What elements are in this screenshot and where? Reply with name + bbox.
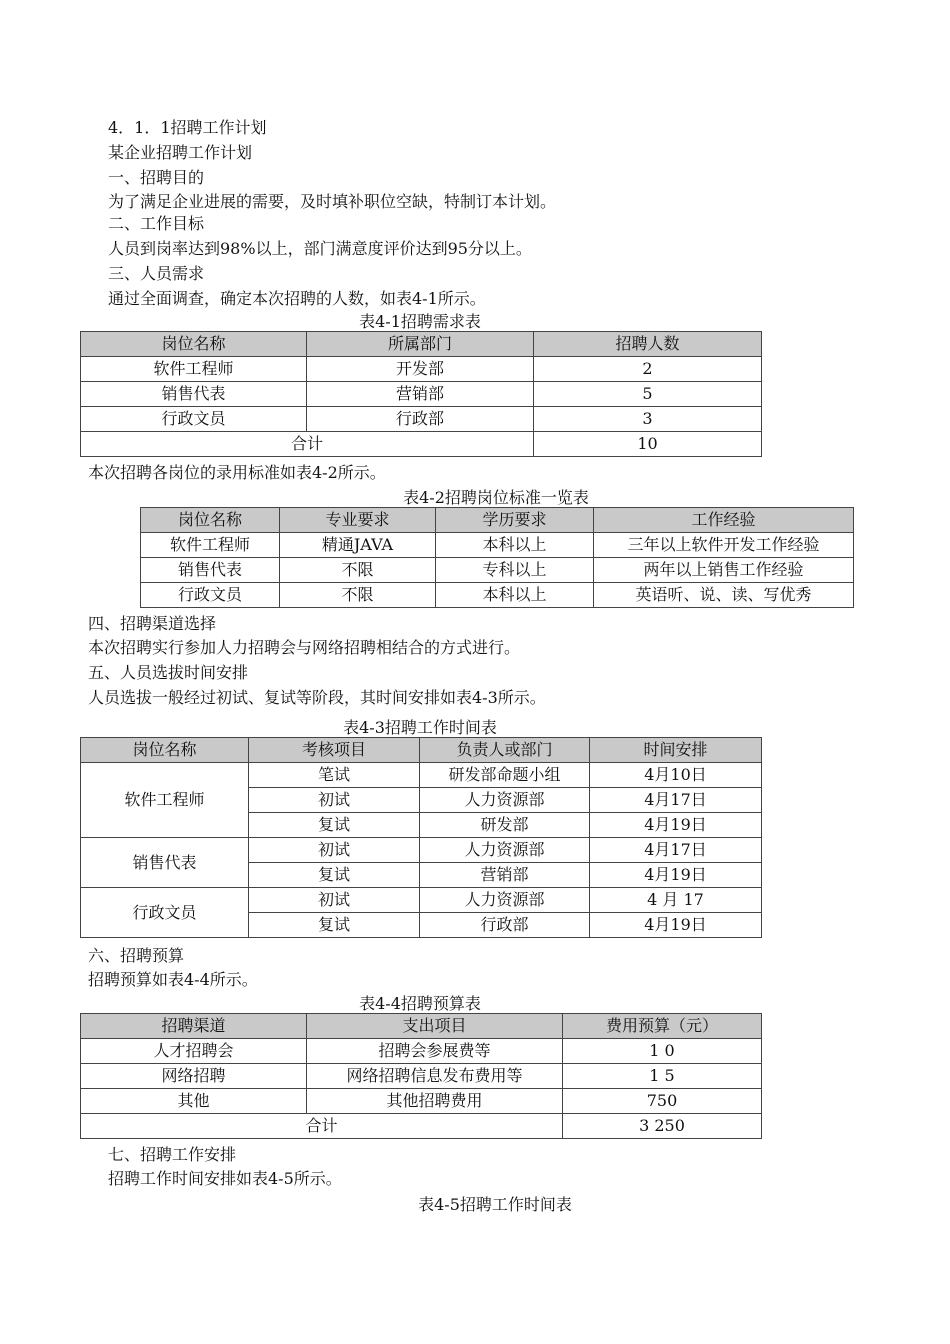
table-4-2-intro: 本次招聘各岗位的录用标准如表4-2所示。 — [88, 463, 386, 482]
table-cell: 网络招聘信息发布费用等 — [307, 1064, 563, 1089]
section-6-title: 六、招聘预算 — [88, 946, 185, 965]
table-cell: 精通JAVA — [280, 533, 436, 558]
table-header-cell: 支出项目 — [307, 1014, 563, 1039]
table-cell: 营销部 — [307, 382, 534, 407]
table-group-cell: 行政文员 — [81, 888, 249, 938]
table-cell: 行政文员 — [81, 407, 307, 432]
table-cell: 本科以上 — [436, 583, 594, 608]
table-cell: 行政文员 — [141, 583, 280, 608]
table-4-1 — [80, 331, 762, 457]
table-cell: 4 月 17 — [590, 888, 762, 913]
table-cell: 不限 — [280, 558, 436, 583]
table-4-4-caption: 表4-4招聘预算表 — [359, 994, 481, 1013]
table-header-cell: 学历要求 — [436, 508, 594, 533]
section-3-body: 通过全面调查，确定本次招聘的人数，如表4-1所示。 — [108, 289, 486, 308]
table-cell: 2 — [534, 357, 762, 382]
table-total-label: 合计 — [81, 1114, 563, 1139]
table-row — [81, 407, 762, 432]
section-7-title: 七、招聘工作安排 — [108, 1145, 237, 1164]
section-1-body: 为了满足企业进展的需要，及时填补职位空缺，特制订本计划。 — [108, 192, 557, 211]
table-cell: 复试 — [249, 913, 420, 938]
table-cell: 人力资源部 — [420, 788, 590, 813]
table-total-value: 3 250 — [563, 1114, 762, 1139]
table-cell: 人力资源部 — [420, 838, 590, 863]
table-cell: 4月17日 — [590, 788, 762, 813]
table-4-1-caption: 表4-1招聘需求表 — [359, 312, 481, 331]
table-cell: 行政部 — [307, 407, 534, 432]
table-header-cell: 岗位名称 — [141, 508, 280, 533]
section-1-title: 一、招聘目的 — [108, 168, 205, 187]
table-cell: 笔试 — [249, 763, 420, 788]
table-cell: 3 — [534, 407, 762, 432]
table-cell: 1 5 — [563, 1064, 762, 1089]
table-cell: 研发部 — [420, 813, 590, 838]
table-cell: 初试 — [249, 888, 420, 913]
table-header-cell: 岗位名称 — [81, 332, 307, 357]
table-cell: 招聘会参展费等 — [307, 1039, 563, 1064]
table-cell: 英语听、说、读、写优秀 — [594, 583, 854, 608]
table-cell: 4月19日 — [590, 913, 762, 938]
section-5-body: 人员选拔一般经过初试、复试等阶段，其时间安排如表4-3所示。 — [88, 688, 546, 707]
table-cell: 研发部命题小组 — [420, 763, 590, 788]
table-4-3-caption: 表4-3招聘工作时间表 — [343, 718, 497, 737]
table-4-5-caption: 表4-5招聘工作时间表 — [418, 1195, 572, 1214]
table-cell: 开发部 — [307, 357, 534, 382]
table-header-cell: 招聘人数 — [534, 332, 762, 357]
table-row — [141, 533, 854, 558]
table-cell: 营销部 — [420, 863, 590, 888]
table-total-row — [81, 1114, 762, 1139]
table-header-cell: 招聘渠道 — [81, 1014, 307, 1039]
table-row — [141, 583, 854, 608]
section-6-body: 招聘预算如表4-4所示。 — [88, 970, 258, 989]
table-cell: 网络招聘 — [81, 1064, 307, 1089]
table-cell: 复试 — [249, 863, 420, 888]
table-cell: 三年以上软件开发工作经验 — [594, 533, 854, 558]
table-cell: 销售代表 — [81, 382, 307, 407]
table-cell: 5 — [534, 382, 762, 407]
table-row — [81, 888, 762, 913]
table-header-cell: 岗位名称 — [81, 738, 249, 763]
table-cell: 4月19日 — [590, 813, 762, 838]
table-cell: 人力资源部 — [420, 888, 590, 913]
table-total-row — [81, 432, 762, 457]
section-4-title: 四、招聘渠道选择 — [88, 614, 217, 633]
table-4-4 — [80, 1013, 762, 1139]
table-cell: 不限 — [280, 583, 436, 608]
table-group-cell: 软件工程师 — [81, 763, 249, 838]
table-total-value: 10 — [534, 432, 762, 457]
table-row — [81, 1089, 762, 1114]
table-cell: 初试 — [249, 838, 420, 863]
table-4-2 — [140, 507, 854, 608]
table-cell: 4月10日 — [590, 763, 762, 788]
table-4-3 — [80, 737, 762, 938]
section-7-body: 招聘工作时间安排如表4-5所示。 — [108, 1169, 342, 1188]
section-heading: 4．1．1招聘工作计划 — [108, 118, 267, 137]
table-cell: 两年以上销售工作经验 — [594, 558, 854, 583]
table-cell: 其他招聘费用 — [307, 1089, 563, 1114]
table-cell: 本科以上 — [436, 533, 594, 558]
table-cell: 4月17日 — [590, 838, 762, 863]
table-row — [81, 838, 762, 863]
table-total-label: 合计 — [81, 432, 534, 457]
section-3-title: 三、人员需求 — [108, 264, 205, 283]
table-cell: 4月19日 — [590, 863, 762, 888]
table-cell: 软件工程师 — [81, 357, 307, 382]
document-title: 某企业招聘工作计划 — [108, 143, 253, 162]
section-2-body: 人员到岗率达到98%以上，部门满意度评价达到95分以上。 — [108, 239, 532, 258]
table-cell: 软件工程师 — [141, 533, 280, 558]
table-4-2-caption: 表4-2招聘岗位标准一览表 — [403, 488, 589, 507]
table-header-cell: 负责人或部门 — [420, 738, 590, 763]
table-header-cell: 工作经验 — [594, 508, 854, 533]
section-4-body: 本次招聘实行参加人力招聘会与网络招聘相结合的方式进行。 — [88, 638, 521, 657]
table-cell: 人才招聘会 — [81, 1039, 307, 1064]
table-cell: 复试 — [249, 813, 420, 838]
table-cell: 专科以上 — [436, 558, 594, 583]
table-row — [81, 382, 762, 407]
table-cell: 1 0 — [563, 1039, 762, 1064]
table-cell: 行政部 — [420, 913, 590, 938]
table-row — [81, 1064, 762, 1089]
section-5-title: 五、人员选拔时间安排 — [88, 663, 249, 682]
section-2-title: 二、工作目标 — [108, 214, 205, 233]
table-header-cell: 专业要求 — [280, 508, 436, 533]
table-cell: 其他 — [81, 1089, 307, 1114]
table-row — [141, 558, 854, 583]
table-header-cell: 考核项目 — [249, 738, 420, 763]
table-group-cell: 销售代表 — [81, 838, 249, 888]
table-row — [81, 357, 762, 382]
table-cell: 初试 — [249, 788, 420, 813]
table-row — [81, 763, 762, 788]
table-header-cell: 所属部门 — [307, 332, 534, 357]
table-cell: 销售代表 — [141, 558, 280, 583]
table-header-cell: 费用预算（元） — [563, 1014, 762, 1039]
table-cell: 750 — [563, 1089, 762, 1114]
table-row — [81, 1039, 762, 1064]
table-header-cell: 时间安排 — [590, 738, 762, 763]
